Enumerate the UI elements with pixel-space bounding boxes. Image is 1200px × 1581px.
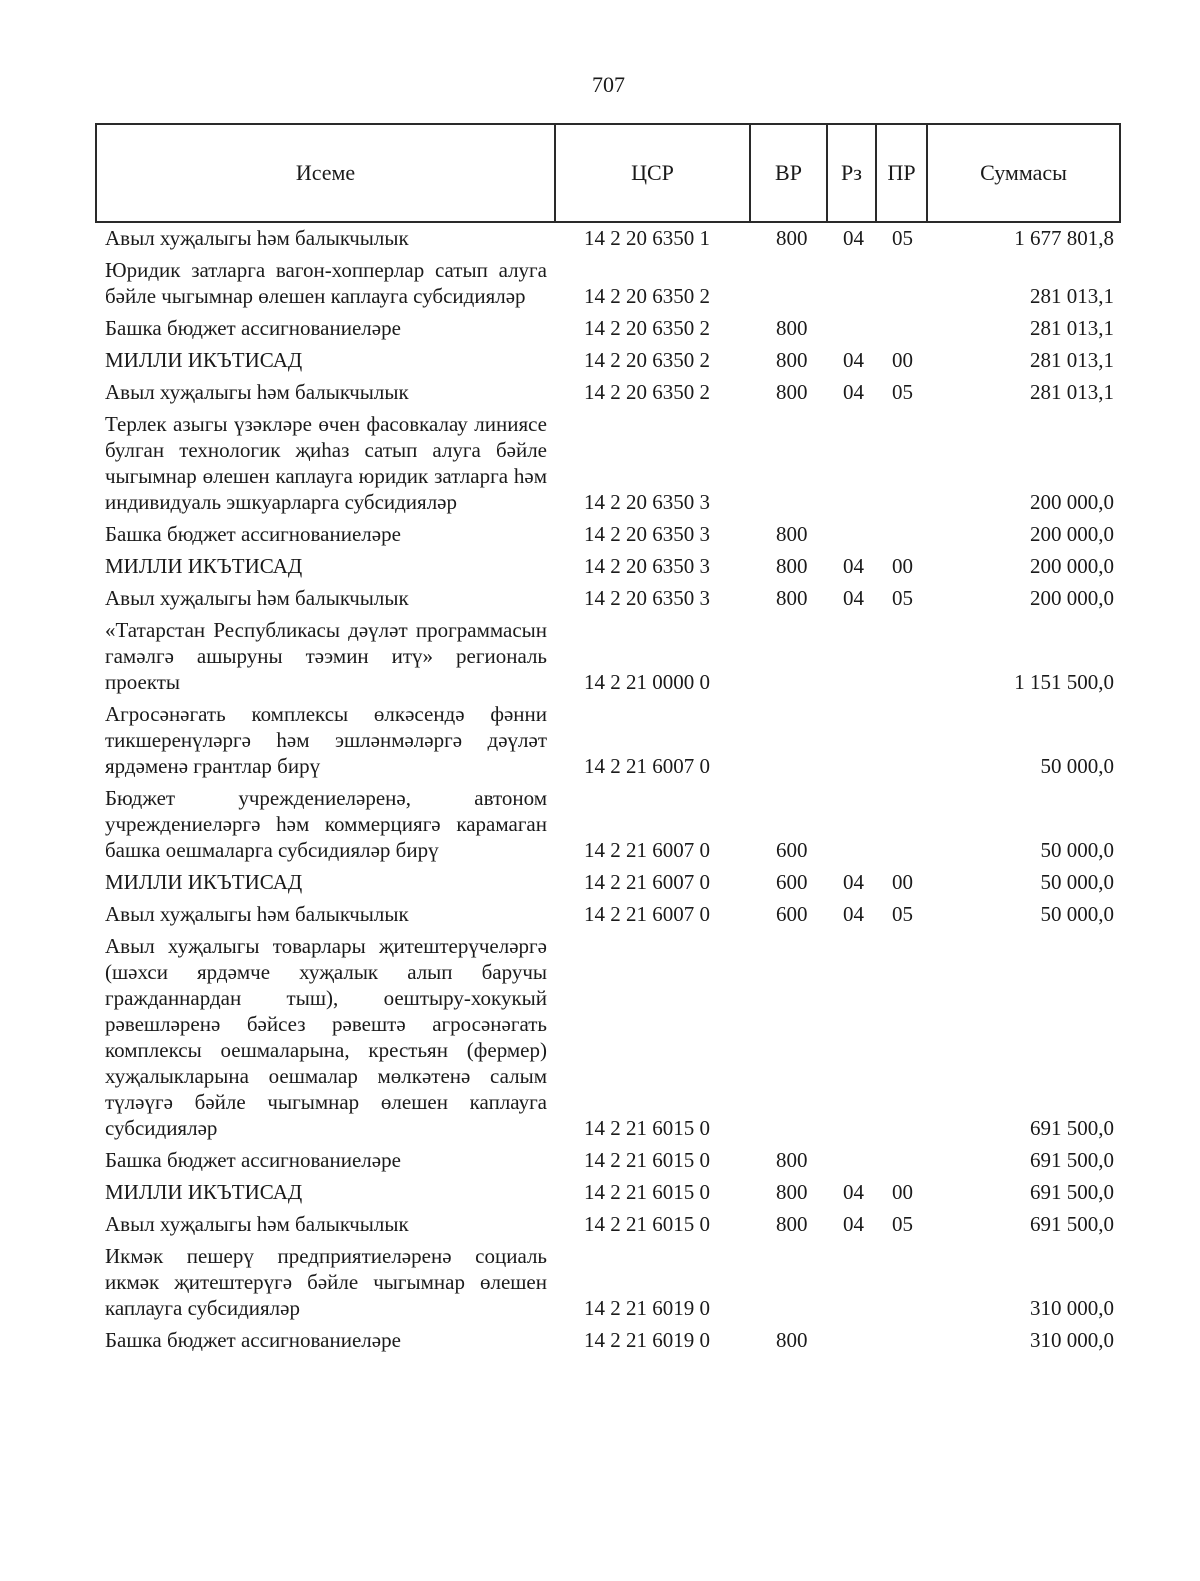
row-name: Икмәк пешерү предприятиеләренә социаль икмәк җитештерүгә бәйле чыгымнар өлешен каплауга субсидияләр bbox=[105, 1244, 547, 1320]
row-pr: 05 bbox=[892, 586, 913, 610]
header-rz: Рз bbox=[827, 124, 876, 222]
row-vr: 800 bbox=[776, 1180, 808, 1204]
row-amount: 200 000,0 bbox=[1030, 554, 1114, 578]
row-amount: 1 151 500,0 bbox=[1014, 670, 1114, 694]
row-pr: 05 bbox=[892, 902, 913, 926]
row-name: «Татарстан Республикасы дәүләт программасын гамәлгә ашыруны тәэмин итү» региональ проекты bbox=[105, 618, 547, 694]
row-name: Башка бюджет ассигнованиеләре bbox=[105, 1148, 401, 1172]
row-amount: 281 013,1 bbox=[1030, 380, 1114, 404]
row-vr: 800 bbox=[776, 1328, 808, 1352]
row-name: МИЛЛИ ИКЪТИСАД bbox=[105, 1180, 303, 1204]
row-csr: 14 2 21 6007 0 bbox=[584, 838, 710, 862]
table-row bbox=[0, 411, 1200, 515]
row-vr: 800 bbox=[776, 316, 808, 340]
row-rz: 04 bbox=[843, 226, 864, 250]
row-vr: 800 bbox=[776, 554, 808, 578]
row-name: Авыл хуҗалыгы товарлары җитештерүчеләргә (шәхси ярдәмче хуҗалык алып баручы гражданнардан тыш), оештыру-хокукый рәвешләренә бәйсез рәвештә агросәнәгать комплексы оешмаларына, крестьян (фермер) хуҗалыкларына оешмалар мөлкәтенә салым түләүгә бәйле чыгымнар өлешен каплауга субсидияләр bbox=[105, 934, 547, 1140]
row-csr: 14 2 20 6350 3 bbox=[584, 586, 710, 610]
row-csr: 14 2 20 6350 2 bbox=[584, 284, 710, 308]
row-amount: 281 013,1 bbox=[1030, 348, 1114, 372]
row-rz: 04 bbox=[843, 348, 864, 372]
row-rz: 04 bbox=[843, 554, 864, 578]
row-rz: 04 bbox=[843, 1180, 864, 1204]
row-csr: 14 2 21 6019 0 bbox=[584, 1328, 710, 1352]
row-vr: 800 bbox=[776, 380, 808, 404]
row-amount: 281 013,1 bbox=[1030, 316, 1114, 340]
table-row bbox=[0, 785, 1200, 863]
table-row bbox=[0, 617, 1200, 695]
row-name: Авыл хуҗалыгы һәм балыкчылык bbox=[105, 586, 409, 610]
row-name: Башка бюджет ассигнованиеләре bbox=[105, 522, 401, 546]
row-vr: 600 bbox=[776, 870, 808, 894]
header-csr: ЦСР bbox=[555, 124, 750, 222]
header-pr: ПР bbox=[876, 124, 927, 222]
row-name: Агросәнәгать комплексы өлкәсендә фәнни тикшеренүләргә һәм эшләнмәләргә дәүләт ярдәменә грантлар бирү bbox=[105, 702, 547, 778]
table-row bbox=[0, 1243, 1200, 1321]
header-vr: ВР bbox=[750, 124, 827, 222]
table-row bbox=[0, 701, 1200, 779]
row-name: Башка бюджет ассигнованиеләре bbox=[105, 1328, 401, 1352]
table-row bbox=[0, 1147, 1200, 1173]
row-pr: 05 bbox=[892, 380, 913, 404]
row-csr: 14 2 20 6350 1 bbox=[584, 226, 710, 250]
row-csr: 14 2 21 6015 0 bbox=[584, 1148, 710, 1172]
row-csr: 14 2 20 6350 2 bbox=[584, 348, 710, 372]
row-amount: 1 677 801,8 bbox=[1014, 226, 1114, 250]
row-vr: 800 bbox=[776, 1148, 808, 1172]
row-vr: 800 bbox=[776, 226, 808, 250]
row-amount: 50 000,0 bbox=[1040, 754, 1114, 778]
header-name: Исеме bbox=[96, 124, 555, 222]
table-row bbox=[0, 553, 1200, 579]
row-rz: 04 bbox=[843, 870, 864, 894]
table-row bbox=[0, 315, 1200, 341]
row-name: МИЛЛИ ИКЪТИСАД bbox=[105, 870, 303, 894]
row-csr: 14 2 21 6015 0 bbox=[584, 1212, 710, 1236]
table-header bbox=[95, 123, 1121, 223]
row-name: Авыл хуҗалыгы һәм балыкчылык bbox=[105, 1212, 409, 1236]
row-rz: 04 bbox=[843, 380, 864, 404]
row-csr: 14 2 21 0000 0 bbox=[584, 670, 710, 694]
row-vr: 600 bbox=[776, 838, 808, 862]
row-name: Авыл хуҗалыгы һәм балыкчылык bbox=[105, 902, 409, 926]
table-row bbox=[0, 347, 1200, 373]
row-amount: 200 000,0 bbox=[1030, 490, 1114, 514]
table-row bbox=[0, 869, 1200, 895]
row-amount: 50 000,0 bbox=[1040, 902, 1114, 926]
table-row bbox=[0, 521, 1200, 547]
row-pr: 00 bbox=[892, 554, 913, 578]
table-row bbox=[0, 379, 1200, 405]
row-csr: 14 2 20 6350 3 bbox=[584, 522, 710, 546]
row-name: Бюджет учреждениеләренә, автоном учреждениеләргә һәм коммерциягә карамаган башка оешмаларга субсидияләр бирү bbox=[105, 786, 547, 862]
row-amount: 200 000,0 bbox=[1030, 522, 1114, 546]
row-amount: 50 000,0 bbox=[1040, 870, 1114, 894]
row-vr: 800 bbox=[776, 522, 808, 546]
row-rz: 04 bbox=[843, 586, 864, 610]
row-csr: 14 2 21 6007 0 bbox=[584, 902, 710, 926]
row-csr: 14 2 21 6007 0 bbox=[584, 754, 710, 778]
row-csr: 14 2 20 6350 2 bbox=[584, 380, 710, 404]
header-amount: Суммасы bbox=[927, 124, 1120, 222]
row-csr: 14 2 21 6015 0 bbox=[584, 1180, 710, 1204]
row-pr: 05 bbox=[892, 1212, 913, 1236]
row-amount: 691 500,0 bbox=[1030, 1116, 1114, 1140]
row-pr: 05 bbox=[892, 226, 913, 250]
row-amount: 691 500,0 bbox=[1030, 1180, 1114, 1204]
row-amount: 691 500,0 bbox=[1030, 1212, 1114, 1236]
row-csr: 14 2 21 6015 0 bbox=[584, 1116, 710, 1140]
table-row bbox=[0, 225, 1200, 251]
table-row bbox=[0, 585, 1200, 611]
row-name: Башка бюджет ассигнованиеләре bbox=[105, 316, 401, 340]
row-rz: 04 bbox=[843, 902, 864, 926]
row-amount: 200 000,0 bbox=[1030, 586, 1114, 610]
row-name: Авыл хуҗалыгы һәм балыкчылык bbox=[105, 380, 409, 404]
row-amount: 310 000,0 bbox=[1030, 1296, 1114, 1320]
row-amount: 50 000,0 bbox=[1040, 838, 1114, 862]
row-csr: 14 2 20 6350 3 bbox=[584, 554, 710, 578]
row-pr: 00 bbox=[892, 870, 913, 894]
row-amount: 691 500,0 bbox=[1030, 1148, 1114, 1172]
table-row bbox=[0, 1327, 1200, 1353]
row-vr: 800 bbox=[776, 586, 808, 610]
table-row bbox=[0, 933, 1200, 1141]
table-row bbox=[0, 1211, 1200, 1237]
row-name: МИЛЛИ ИКЪТИСАД bbox=[105, 348, 303, 372]
row-pr: 00 bbox=[892, 1180, 913, 1204]
page-number: 707 bbox=[592, 72, 625, 97]
row-vr: 800 bbox=[776, 1212, 808, 1236]
row-csr: 14 2 20 6350 3 bbox=[584, 490, 710, 514]
row-name: Терлек азыгы үзәкләре өчен фасовкалау линиясе булган технологик җиһаз сатып алуга бәйле чыгымнар өлешен каплауга юридик затларга һәм индивидуаль эшкуарларга субсидияләр bbox=[105, 412, 547, 514]
row-csr: 14 2 21 6007 0 bbox=[584, 870, 710, 894]
table-row bbox=[0, 257, 1200, 309]
row-vr: 600 bbox=[776, 902, 808, 926]
table-row bbox=[0, 1179, 1200, 1205]
row-name: Юридик затларга вагон-хопперлар сатып алуга бәйле чыгымнар өлешен каплауга субсидияләр bbox=[105, 258, 547, 308]
row-amount: 310 000,0 bbox=[1030, 1328, 1114, 1352]
row-vr: 800 bbox=[776, 348, 808, 372]
row-name: Авыл хуҗалыгы һәм балыкчылык bbox=[105, 226, 409, 250]
row-name: МИЛЛИ ИКЪТИСАД bbox=[105, 554, 303, 578]
row-rz: 04 bbox=[843, 1212, 864, 1236]
row-pr: 00 bbox=[892, 348, 913, 372]
table-body bbox=[0, 225, 1200, 1353]
table-row bbox=[0, 901, 1200, 927]
row-amount: 281 013,1 bbox=[1030, 284, 1114, 308]
row-csr: 14 2 21 6019 0 bbox=[584, 1296, 710, 1320]
row-csr: 14 2 20 6350 2 bbox=[584, 316, 710, 340]
